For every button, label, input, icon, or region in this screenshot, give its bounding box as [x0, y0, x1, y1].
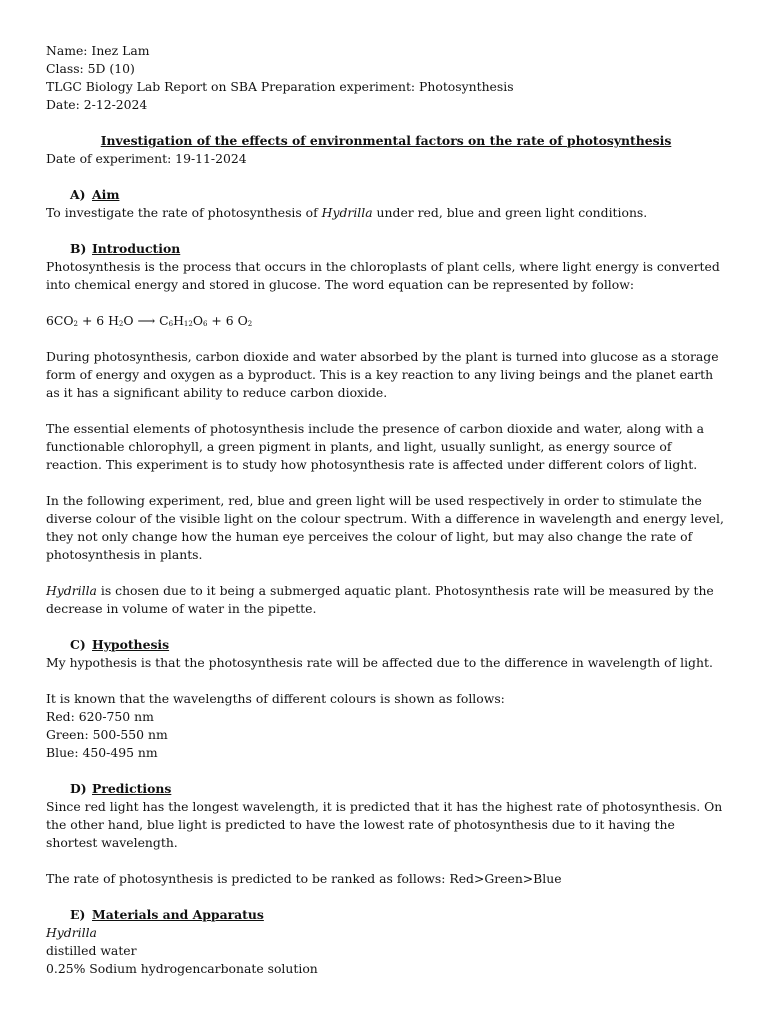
intro-paragraph-3: The essential elements of photosynthesis include the presence of carbon dioxide and water, along with a functionable chlorophyll, a green pigment in plants, and light, usually sunlight, as energy source of reaction. This experiment is to study how photosynthesis rate is affected under different colors of light.	[46, 421, 704, 472]
document-title: Investigation of the effects of environmental factors on the rate of photosynthesis	[100, 133, 672, 148]
materials-heading	[46, 906, 726, 924]
section-letter: D)	[70, 781, 87, 796]
intro-paragraph-1: Photosynthesis is the process that occurs in the chloroplasts of plant cells, where light energy is converted into chemical energy and stored in glucose. The word equation can be represented by follow:	[46, 259, 720, 292]
hypothesis-heading	[46, 636, 726, 654]
section-letter: B)	[70, 241, 87, 256]
section-letter: A)	[70, 187, 86, 202]
section-title: Predictions	[92, 781, 172, 796]
student-name: Name: Inez Lam	[46, 43, 150, 58]
intro-paragraph-2: During photosynthesis, carbon dioxide and water absorbed by the plant is turned into glucose as a storage form of energy and oxygen as a byproduct. This is a key reaction to any living beings and the planet earth as it has a significant ability to reduce carbon dioxide.	[46, 349, 719, 400]
photosynthesis-equation: $6CO_2 + 6$ $H_2O$ ⟶ $C_6H_{12}O_6 + 6$ $O_2$	[46, 313, 253, 328]
hypothesis-paragraph-1: My hypothesis is that the photosynthesis rate will be affected due to the difference in wavelength of light.	[46, 655, 713, 670]
report-date: Date: 2-12-2024	[46, 97, 148, 112]
predictions-heading	[46, 780, 726, 798]
wavelength-blue: Blue: 450-495 nm	[46, 745, 158, 760]
wavelength-red: Red: 620-750 nm	[46, 709, 154, 724]
material-item: distilled water	[46, 943, 137, 958]
lab-report-page	[46, 42, 726, 978]
wavelength-green: Green: 500-550 nm	[46, 727, 168, 742]
intro-paragraph-4: In the following experiment, red, blue and green light will be used respectively in order to stimulate the diverse colour of the visible light on the colour spectrum. With a difference in wavelength and energy level, they not only change how the human eye perceives the colour of light, but may also change the rate of photosynthesis in plants.	[46, 493, 724, 562]
hypothesis-paragraph-2: It is known that the wavelengths of different colours is shown as follows:	[46, 691, 505, 706]
student-class: Class: 5D (10)	[46, 61, 135, 76]
section-title: Materials and Apparatus	[92, 907, 264, 922]
predictions-paragraph-1: Since red light has the longest wavelength, it is predicted that it has the highest rate of photosynthesis. On the other hand, blue light is predicted to have the lowest rate of photosynthesis due to it having the shortest wavelength.	[46, 799, 723, 850]
organism-name: Hydrilla	[46, 583, 97, 598]
aim-heading	[46, 186, 726, 204]
section-title: Hypothesis	[92, 637, 170, 652]
introduction-heading	[46, 240, 726, 258]
organism-name: Hydrilla	[321, 205, 373, 220]
experiment-date: Date of experiment: 19-11-2024	[46, 151, 247, 166]
section-letter: C)	[70, 637, 86, 652]
material-item	[46, 924, 726, 942]
organism-name: Hydrilla	[46, 925, 97, 940]
aim-text: To investigate the rate of photosynthesis of Hydrilla under red, blue and green light conditions.	[46, 205, 648, 220]
intro-paragraph-5: Hydrilla is chosen due to it being a submerged aquatic plant. Photosynthesis rate will be measured by the decrease in volume of water in the pipette.	[46, 583, 714, 616]
report-title: TLGC Biology Lab Report on SBA Preparation experiment: Photosynthesis	[46, 79, 514, 94]
section-title: Introduction	[92, 241, 181, 256]
section-title: Aim	[92, 187, 120, 202]
material-item: 0.25% Sodium hydrogencarbonate solution	[46, 961, 318, 976]
section-letter: E)	[70, 907, 86, 922]
predictions-paragraph-2: The rate of photosynthesis is predicted to be ranked as follows: Red>Green>Blue	[46, 871, 562, 886]
